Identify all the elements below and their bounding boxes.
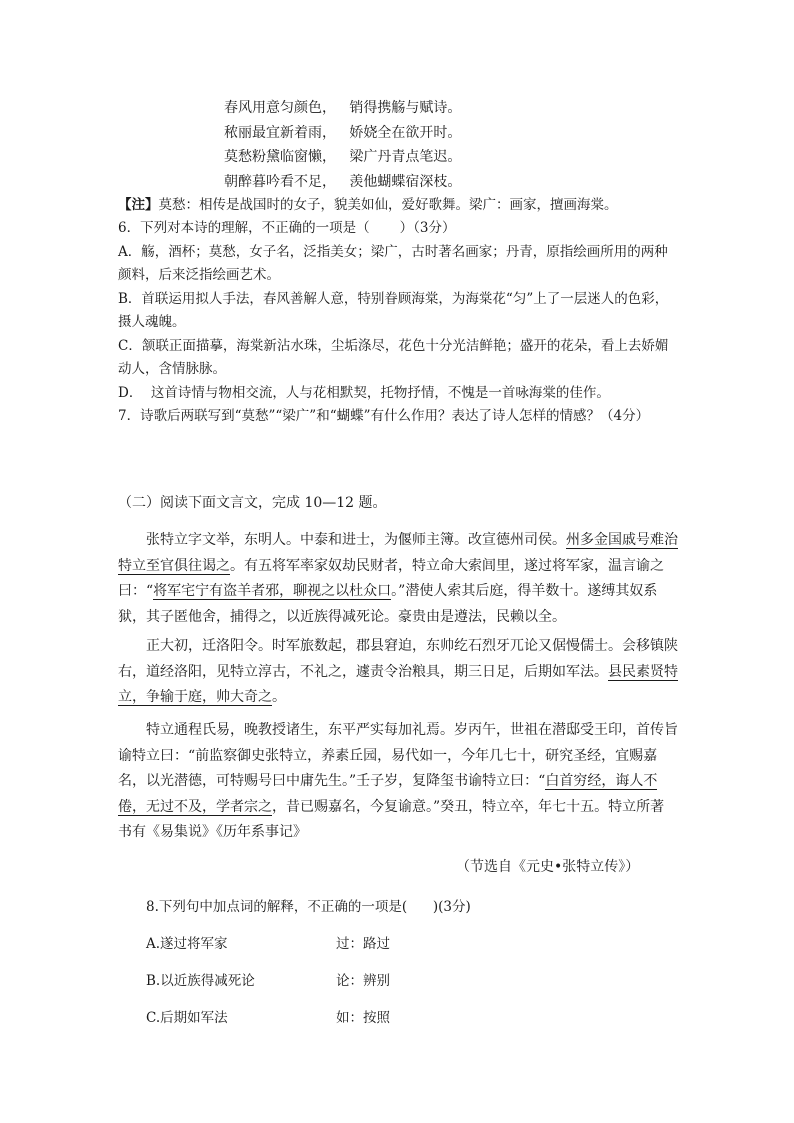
- question-6: [118, 217, 678, 429]
- poem-line: 秾丽最宜新着雨， 娇娆全在欲开时。: [224, 124, 462, 141]
- passage-text: 特立通程氏易，晚教授诸生，东平严实每加礼焉。岁丙午，世祖在潜邸受王印，首传旨谕特立曰：“前监察御史张特立，养素丘园，易代如一，今年几七十，研究圣经，宜赐嘉名，以光潜德，可特赐号曰中庸先生。”壬子岁，复降玺书谕特立曰：“: [118, 722, 678, 789]
- option-label: A.遂过将军家: [146, 936, 228, 952]
- option-label: B.以近族得减死论: [146, 973, 255, 989]
- question-6-option-b: B．首联运用拟人手法，春风善解人意，特别眷顾海棠，为海棠花“匀”上了一层迷人的色彩，摄人魂魄。: [118, 290, 669, 330]
- underlined-sentence: 州多金国戚号难治特立至官俱往谒之: [118, 532, 678, 574]
- option-gloss: 如：按照: [336, 1010, 390, 1026]
- passage-paragraph-2: [118, 634, 678, 711]
- poem-line: 春风用意匀颜色， 销得携觞与赋诗。: [224, 100, 462, 116]
- underlined-sentence: 县民素贤特立，争输于庭，帅大奇之: [118, 663, 678, 705]
- question-6-option-d: D． 这首诗情与物相交流，人与花相默契，托物抒情，不愧是一首咏海棠的佳作。: [118, 384, 610, 401]
- passage-text: 正大初，迁洛阳令。时军旅数起，郡县窘迫，东帅纥石烈牙兀论又倨慢儒士。会移镇陕右，道经洛阳，见特立淳古，不礼之，遽责令治粮具，期三日足，后期如军法。: [118, 638, 678, 680]
- poem-line: 莫愁粉黛临窗懒， 梁广丹青点笔迟。: [224, 149, 462, 165]
- question-8-option-b: [146, 970, 390, 992]
- option-gloss: 过：路过: [336, 936, 390, 952]
- passage-text: 。”潜使人索其后庭，得羊数十。遂缚其奴系狱，其子匿他舍，捕得之，以近族得减死论。豪贵由是遵法，民赖以全。: [118, 583, 658, 625]
- note-text: 莫愁：相传是战国时的女子，貌美如仙，爱好歌舞。梁广：画家，擅画海棠。: [158, 197, 618, 213]
- question-6-stem: 6．下列对本诗的理解，不正确的一项是（ ）（3分）: [118, 220, 456, 236]
- question-7-stem: 7．诗歌后两联写到“莫愁”“梁广”和“蝴蝶”有什么作用？表达了诗人怎样的情感？（4分）: [118, 408, 650, 424]
- passage-source: （节选自《元史•张特立传》）: [456, 859, 640, 875]
- question-8-option-a: [146, 933, 390, 955]
- underlined-sentence: 白首穷经，诲人不倦，无过不及，学者宗之: [118, 773, 658, 815]
- question-6-option-a: A．觞，酒杯；莫愁，女子名，泛指美女；梁广，古时著名画家；丹青，原指绘画所用的两种颜料，后来泛指绘画艺术。: [118, 243, 668, 283]
- passage-paragraph-3: [118, 718, 678, 846]
- poem-line: 朝醉暮吟看不足， 羡他蝴蝶宿深枝。: [224, 173, 462, 190]
- question-6-option-c: C．颔联正面描摹，海棠新沾水珠，尘垢涤尽，花色十分光洁鲜艳；盛开的花朵，看上去娇媚动人，含情脉脉。: [118, 337, 669, 377]
- poem-note: [118, 194, 678, 218]
- passage-paragraph-1: [118, 528, 678, 630]
- passage-text: 。有五将军率家奴劫民财者，特立命大索闾里，遂过将军家，温言谕之曰：“: [118, 557, 664, 599]
- passage-text: ，昔已赐嘉名，今复谕意。”癸丑，特立卒，年七十五。特立所著书有《易集说》《历年系事记》: [118, 798, 665, 840]
- passage-text: 。: [272, 689, 286, 705]
- poem: [224, 96, 461, 194]
- underlined-sentence: 将军宅宁有盗羊者邪，聊视之以杜众口: [153, 583, 392, 599]
- question-8-option-c: [146, 1007, 390, 1029]
- question-8-stem: 8.下列句中加点词的解释，不正确的一项是( )(3分): [146, 899, 471, 915]
- option-label: C.后期如军法: [146, 1010, 228, 1026]
- passage-text: 张特立字文举，东明人。中泰和进士，为偃师主簿。改宣德州司侯。: [146, 532, 566, 548]
- option-gloss: 论：辨别: [336, 973, 390, 989]
- section-2-title: （二）阅读下面文言文，完成 10—12 题。: [118, 495, 387, 511]
- note-mark: 【注】: [118, 197, 159, 213]
